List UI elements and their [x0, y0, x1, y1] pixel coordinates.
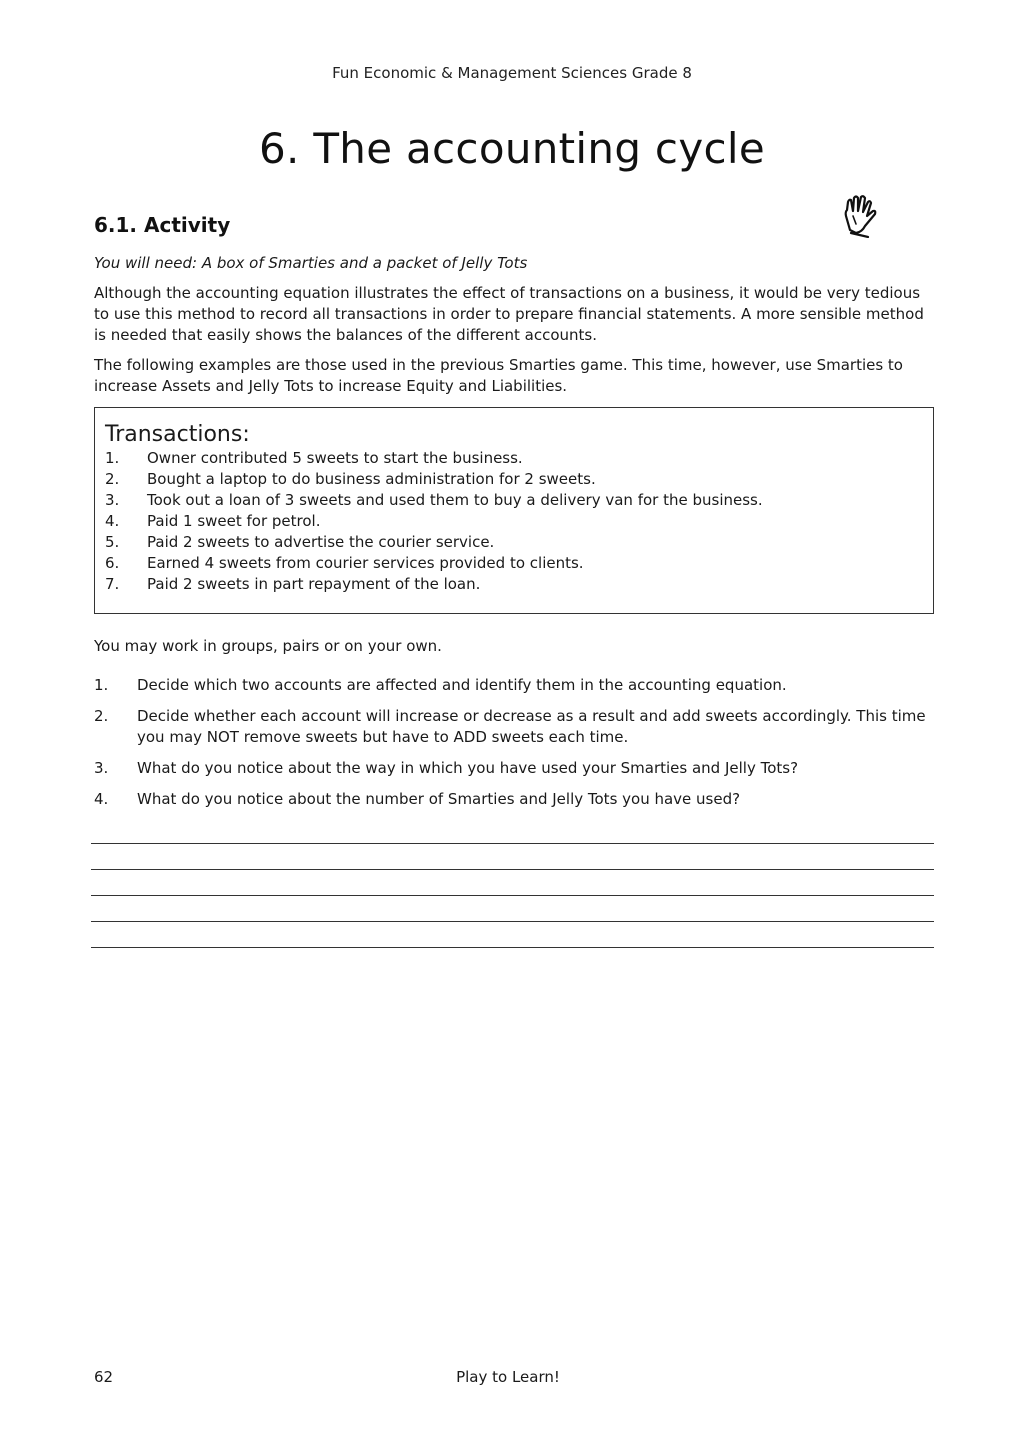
answer-line[interactable]: [91, 895, 934, 921]
step-item: [94, 789, 934, 810]
transaction-item: [105, 490, 923, 511]
answer-lines: [91, 843, 934, 973]
transaction-item: [105, 469, 923, 490]
instructions-paragraph: The following examples are those used in the previous Smarties game. This time, however, use Smarties to increase Assets and Jelly Tots to increase Equity and Liabilities.: [94, 356, 903, 395]
step-text: What do you notice about the number of Smarties and Jelly Tots you have used?: [137, 790, 741, 808]
section-heading: 6.1. Activity: [94, 213, 231, 237]
hand-icon: [838, 194, 880, 238]
steps-list: [94, 675, 934, 810]
transaction-item: [105, 511, 923, 532]
transaction-text: Paid 2 sweets to advertise the courier service.: [147, 533, 495, 551]
step-item: [94, 675, 934, 696]
transaction-text: Paid 1 sweet for petrol.: [147, 512, 321, 530]
transaction-number: 6.: [105, 554, 120, 572]
chapter-title: 6. The accounting cycle: [259, 124, 765, 173]
footer-tagline: Play to Learn!: [456, 1368, 560, 1386]
step-item: [94, 758, 934, 779]
transaction-number: 1.: [105, 449, 120, 467]
transaction-item: [105, 532, 923, 553]
materials-needed: You will need: A box of Smarties and a packet of Jelly Tots: [94, 254, 528, 272]
page-number: 62: [94, 1368, 114, 1386]
transaction-text: Bought a laptop to do business administration for 2 sweets.: [147, 470, 596, 488]
step-text: Decide which two accounts are affected and identify them in the accounting equation.: [137, 676, 787, 694]
transaction-number: 5.: [105, 533, 120, 551]
intro-paragraph: Although the accounting equation illustrates the effect of transactions on a business, it would be very tedious to use this method to record all transactions in order to prepare financial statements. A more sensible method is needed that easily shows the balances of the different accounts.: [94, 284, 924, 344]
transaction-number: 2.: [105, 470, 120, 488]
transaction-text: Took out a loan of 3 sweets and used them to buy a delivery van for the business.: [147, 491, 763, 509]
running-header: Fun Economic & Management Sciences Grade 8: [332, 64, 692, 82]
work-note: You may work in groups, pairs or on your own.: [94, 637, 442, 655]
step-text: What do you notice about the way in which you have used your Smarties and Jelly Tots?: [137, 759, 799, 777]
answer-line[interactable]: [91, 869, 934, 895]
transaction-number: 4.: [105, 512, 120, 530]
step-number: 3.: [94, 759, 109, 777]
transaction-number: 3.: [105, 491, 120, 509]
transaction-text: Owner contributed 5 sweets to start the business.: [147, 449, 523, 467]
step-number: 4.: [94, 790, 109, 808]
transaction-item: [105, 574, 923, 595]
transaction-text: Earned 4 sweets from courier services provided to clients.: [147, 554, 584, 572]
transactions-list: [105, 448, 923, 595]
transactions-title: Transactions:: [105, 422, 250, 447]
step-text: Decide whether each account will increase or decrease as a result and add sweets accordingly. This time you may NOT remove sweets but have to ADD sweets each time.: [137, 707, 926, 746]
transaction-text: Paid 2 sweets in part repayment of the loan.: [147, 575, 481, 593]
transaction-number: 7.: [105, 575, 120, 593]
transactions-box: [94, 407, 934, 614]
transaction-item: [105, 553, 923, 574]
transaction-item: [105, 448, 923, 469]
answer-line[interactable]: [91, 947, 934, 973]
step-item: [94, 706, 934, 748]
step-number: 2.: [94, 707, 109, 725]
activity-content: [94, 253, 934, 820]
answer-line[interactable]: [91, 843, 934, 869]
answer-line[interactable]: [91, 921, 934, 947]
step-number: 1.: [94, 676, 109, 694]
